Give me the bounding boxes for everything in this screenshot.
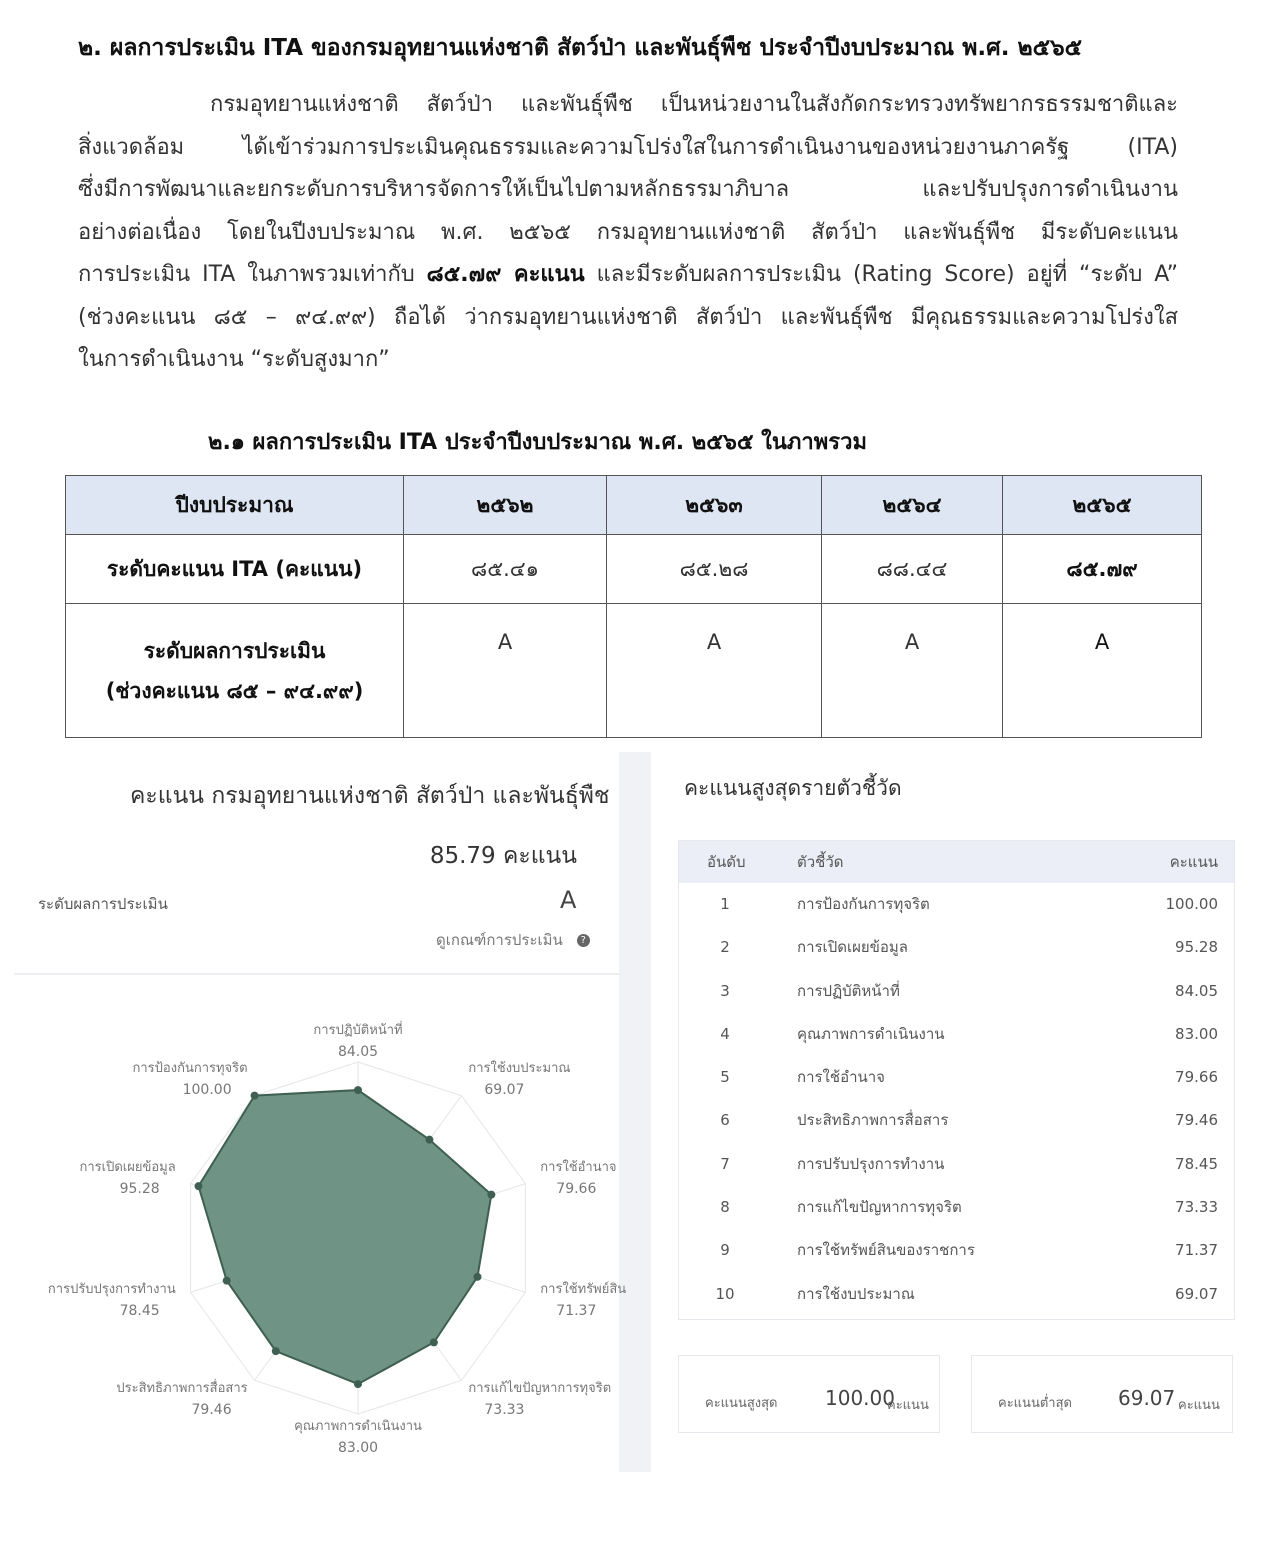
- indicator-score: 79.46: [1175, 1111, 1218, 1130]
- max-score-unit: คะแนน: [887, 1398, 929, 1413]
- indicator-score: 78.45: [1175, 1154, 1218, 1173]
- indicator-name: การปฏิบัติหน้าที่: [797, 981, 900, 1000]
- radar-data-point: [430, 1338, 438, 1346]
- paragraph-line: สิ่งแวดล้อม ได้เข้าร่วมการประเมินคุณธรรมและความโปร่งใสในการดำเนินงานของหน่วยงานภาครัฐ (ITA): [78, 134, 1178, 160]
- radar-data-point: [473, 1273, 481, 1281]
- table-header-cell: ๒๕๖๓: [607, 476, 822, 535]
- table-cell: ๘๕.๔๑: [404, 535, 607, 604]
- indicator-row: [679, 1143, 1234, 1186]
- radar-axis-label: การใช้อำนาจ: [540, 1159, 617, 1175]
- radar-chart: [47, 1023, 627, 1456]
- paragraph-line: [78, 254, 1178, 297]
- view-criteria-label: ดูเกณฑ์การประเมิน: [436, 931, 563, 949]
- max-score-label: คะแนนสูงสุด: [705, 1396, 778, 1411]
- radar-value-label: 71.37: [556, 1303, 597, 1320]
- grade-label: ระดับผลการประเมิน: [38, 895, 168, 913]
- divider: [14, 973, 619, 975]
- min-score-value: 69.07: [1118, 1386, 1176, 1410]
- score-header: คะแนน: [1169, 853, 1218, 871]
- radar-axis-label: การปฏิบัติหน้าที่: [313, 1023, 403, 1038]
- table-header-cell: ๒๕๖๔: [822, 476, 1003, 535]
- section-heading: ๒. ผลการประเมิน ITA ของกรมอุทยานแห่งชาติ สัตว์ป่า และพันธุ์พืช ประจำปีงบประมาณ พ.ศ. ๒๕๖๕: [78, 35, 1083, 61]
- paragraph-line: กรมอุทยานแห่งชาติ สัตว์ป่า และพันธุ์พืช เป็นหน่วยงานในสังกัดกระทรวงทรัพยากรธรรมชาติและ: [210, 92, 1178, 117]
- radar-axis-label: ประสิทธิภาพการสื่อสาร: [116, 1381, 248, 1397]
- ita-results-table: [65, 475, 1202, 738]
- grade-value: A: [560, 886, 577, 914]
- row-label: ระดับคะแนน ITA (คะแนน): [66, 535, 404, 604]
- score-card-value: 85.79 คะแนน: [429, 843, 577, 869]
- row-label-line: (ช่วงคะแนน ๘๕ – ๙๔.๙๙): [105, 678, 364, 703]
- top-indicators-title: คะแนนสูงสุดรายตัวชี้วัด: [684, 776, 902, 800]
- row-label-line: ระดับผลการประเมิน: [143, 638, 326, 663]
- indicator-score: 73.33: [1175, 1198, 1218, 1217]
- indicator-table-header: [679, 841, 1234, 883]
- radar-value-label: 78.45: [119, 1303, 160, 1320]
- indicator-name: การใช้อำนาจ: [797, 1068, 885, 1087]
- radar-value-label: 95.28: [119, 1180, 160, 1197]
- paragraph-line: (ช่วงคะแนน ๘๕ – ๙๔.๙๙) ถือได้ ว่ากรมอุทยานแห่งชาติ สัตว์ป่า และพันธุ์พืช มีคุณธรรมและความโปร่งใส: [78, 304, 1178, 330]
- summary-paragraph: [78, 84, 1178, 382]
- table-row: [66, 535, 1202, 604]
- indicator-rank: 10: [715, 1284, 735, 1303]
- table-cell: ๘๕.๒๘: [607, 535, 822, 604]
- panel-separator: [619, 752, 651, 1472]
- radar-value-label: 69.07: [484, 1081, 525, 1098]
- min-score-unit: คะแนน: [1178, 1398, 1220, 1413]
- table-cell: A: [1003, 604, 1202, 738]
- indicator-name: การใช้งบประมาณ: [797, 1284, 915, 1303]
- indicator-row: [679, 1229, 1234, 1272]
- indicator-score: 79.66: [1175, 1068, 1218, 1087]
- paragraph-line: ในการดำเนินงาน “ระดับสูงมาก”: [78, 347, 390, 372]
- indicator-score: 69.07: [1175, 1284, 1218, 1303]
- indicator-rows: [679, 883, 1234, 1316]
- table-cell: A: [404, 604, 607, 738]
- paragraph-text: การประเมิน ITA ในภาพรวมเท่ากับ: [78, 262, 427, 287]
- table-row: [66, 604, 1202, 738]
- max-score-box: [678, 1355, 940, 1433]
- radar-data-point: [487, 1191, 495, 1199]
- radar-data-point: [354, 1380, 362, 1388]
- radar-data-point: [272, 1347, 280, 1355]
- row-label: [66, 604, 404, 738]
- rank-header: อันดับ: [707, 853, 746, 871]
- indicator-rank: 6: [720, 1111, 730, 1130]
- indicator-score: 100.00: [1165, 895, 1218, 913]
- paragraph-text: และมีระดับผลการประเมิน (Rating Score) อยู่ที่ “ระดับ A”: [584, 262, 1178, 287]
- paragraph-line: ซึ่งมีการพัฒนาและยกระดับการบริหารจัดการให้เป็นไปตามหลักธรรมาภิบาล และปรับปรุงการดำเนินงาน: [78, 177, 1178, 202]
- indicator-row: [679, 1056, 1234, 1099]
- radar-data-point: [195, 1182, 203, 1190]
- radar-value-label: 84.05: [337, 1044, 379, 1060]
- radar-value-label: 100.00: [182, 1081, 232, 1098]
- table-cell: ๘๘.๔๔: [822, 535, 1003, 604]
- view-criteria-link[interactable]: [436, 928, 590, 952]
- indicator-rank: 4: [720, 1024, 730, 1043]
- indicator-name: คุณภาพการดำเนินงาน: [797, 1024, 945, 1043]
- indicator-score: 83.00: [1175, 1024, 1218, 1043]
- table-header-cell: ๒๕๖๕: [1003, 476, 1202, 535]
- indicator-name: ประสิทธิภาพการสื่อสาร: [797, 1111, 949, 1130]
- indicator-score: 95.28: [1175, 938, 1218, 957]
- radar-axis-label: การปรับปรุงการทำงาน: [47, 1282, 176, 1298]
- indicator-name: การแก้ไขปัญหาการทุจริต: [797, 1198, 962, 1217]
- indicator-row: [679, 970, 1234, 1013]
- radar-axis-label: การป้องกันการทุจริต: [132, 1060, 248, 1076]
- min-score-box: [971, 1355, 1233, 1433]
- table-cell: A: [607, 604, 822, 738]
- radar-axis-label: การใช้งบประมาณ: [468, 1060, 571, 1076]
- indicator-row: [679, 1013, 1234, 1056]
- indicator-rank: 8: [720, 1198, 730, 1217]
- paragraph-line: อย่างต่อเนื่อง โดยในปีงบประมาณ พ.ศ. ๒๕๖๕ กรมอุทยานแห่งชาติ สัตว์ป่า และพันธุ์พืช มีระดับคะแนน: [78, 219, 1178, 245]
- table-cell: A: [822, 604, 1003, 738]
- indicator-row: [679, 1186, 1234, 1229]
- indicator-name: การเปิดเผยข้อมูล: [797, 938, 908, 957]
- score-card-title: คะแนน กรมอุทยานแห่งชาติ สัตว์ป่า และพันธุ์พืช: [130, 783, 610, 809]
- radar-data-point: [425, 1136, 433, 1144]
- indicator-table: [678, 840, 1235, 1320]
- table-header-row: [66, 476, 1202, 535]
- radar-data-point: [251, 1092, 259, 1100]
- table-header-cell: ๒๕๖๒: [404, 476, 607, 535]
- indicator-rank: 1: [720, 895, 730, 913]
- max-score-value: 100.00: [825, 1386, 895, 1410]
- indicator-row: [679, 1099, 1234, 1142]
- indicator-row: [679, 883, 1234, 926]
- indicator-rank: 7: [720, 1154, 730, 1173]
- radar-value-label: 83.00: [337, 1440, 379, 1456]
- indicator-name: การปรับปรุงการทำงาน: [797, 1154, 945, 1173]
- radar-value-label: 79.46: [191, 1402, 232, 1419]
- indicator-rank: 2: [720, 938, 730, 957]
- radar-axis-label: คุณภาพการดำเนินงาน: [294, 1419, 422, 1434]
- indicator-score: 84.05: [1175, 981, 1218, 1000]
- sub-heading: ๒.๑ ผลการประเมิน ITA ประจำปีงบประมาณ พ.ศ. ๒๕๖๕ ในภาพรวม: [208, 430, 867, 455]
- indicator-rank: 3: [720, 981, 730, 1000]
- help-icon: ?: [577, 934, 590, 947]
- indicator-name: การใช้ทรัพย์สินของราชการ: [797, 1241, 975, 1260]
- indicator-header: ตัวชี้วัด: [797, 853, 844, 871]
- indicator-rank: 9: [720, 1241, 730, 1260]
- radar-axis-label: การเปิดเผยข้อมูล: [79, 1159, 176, 1175]
- radar-value-label: 79.66: [556, 1180, 597, 1197]
- table-header-cell: ปีงบประมาณ: [66, 476, 404, 535]
- radar-axis-label: การใช้ทรัพย์สิน: [540, 1282, 627, 1298]
- radar-axis-label: การแก้ไขปัญหาการทุจริต: [468, 1381, 612, 1397]
- indicator-row: [679, 1273, 1234, 1316]
- table-cell: ๘๕.๗๙: [1003, 535, 1202, 604]
- indicator-score: 71.37: [1175, 1241, 1218, 1260]
- radar-data-point: [223, 1277, 231, 1285]
- indicator-name: การป้องกันการทุจริต: [797, 895, 930, 913]
- indicator-rank: 5: [720, 1068, 730, 1087]
- indicator-row: [679, 926, 1234, 969]
- min-score-label: คะแนนต่ำสุด: [998, 1396, 1072, 1411]
- radar-data-point: [354, 1086, 362, 1094]
- overall-score-emphasis: ๘๕.๗๙ คะแนน: [426, 262, 585, 287]
- radar-value-label: 73.33: [484, 1402, 525, 1419]
- radar-data-area: [199, 1090, 492, 1384]
